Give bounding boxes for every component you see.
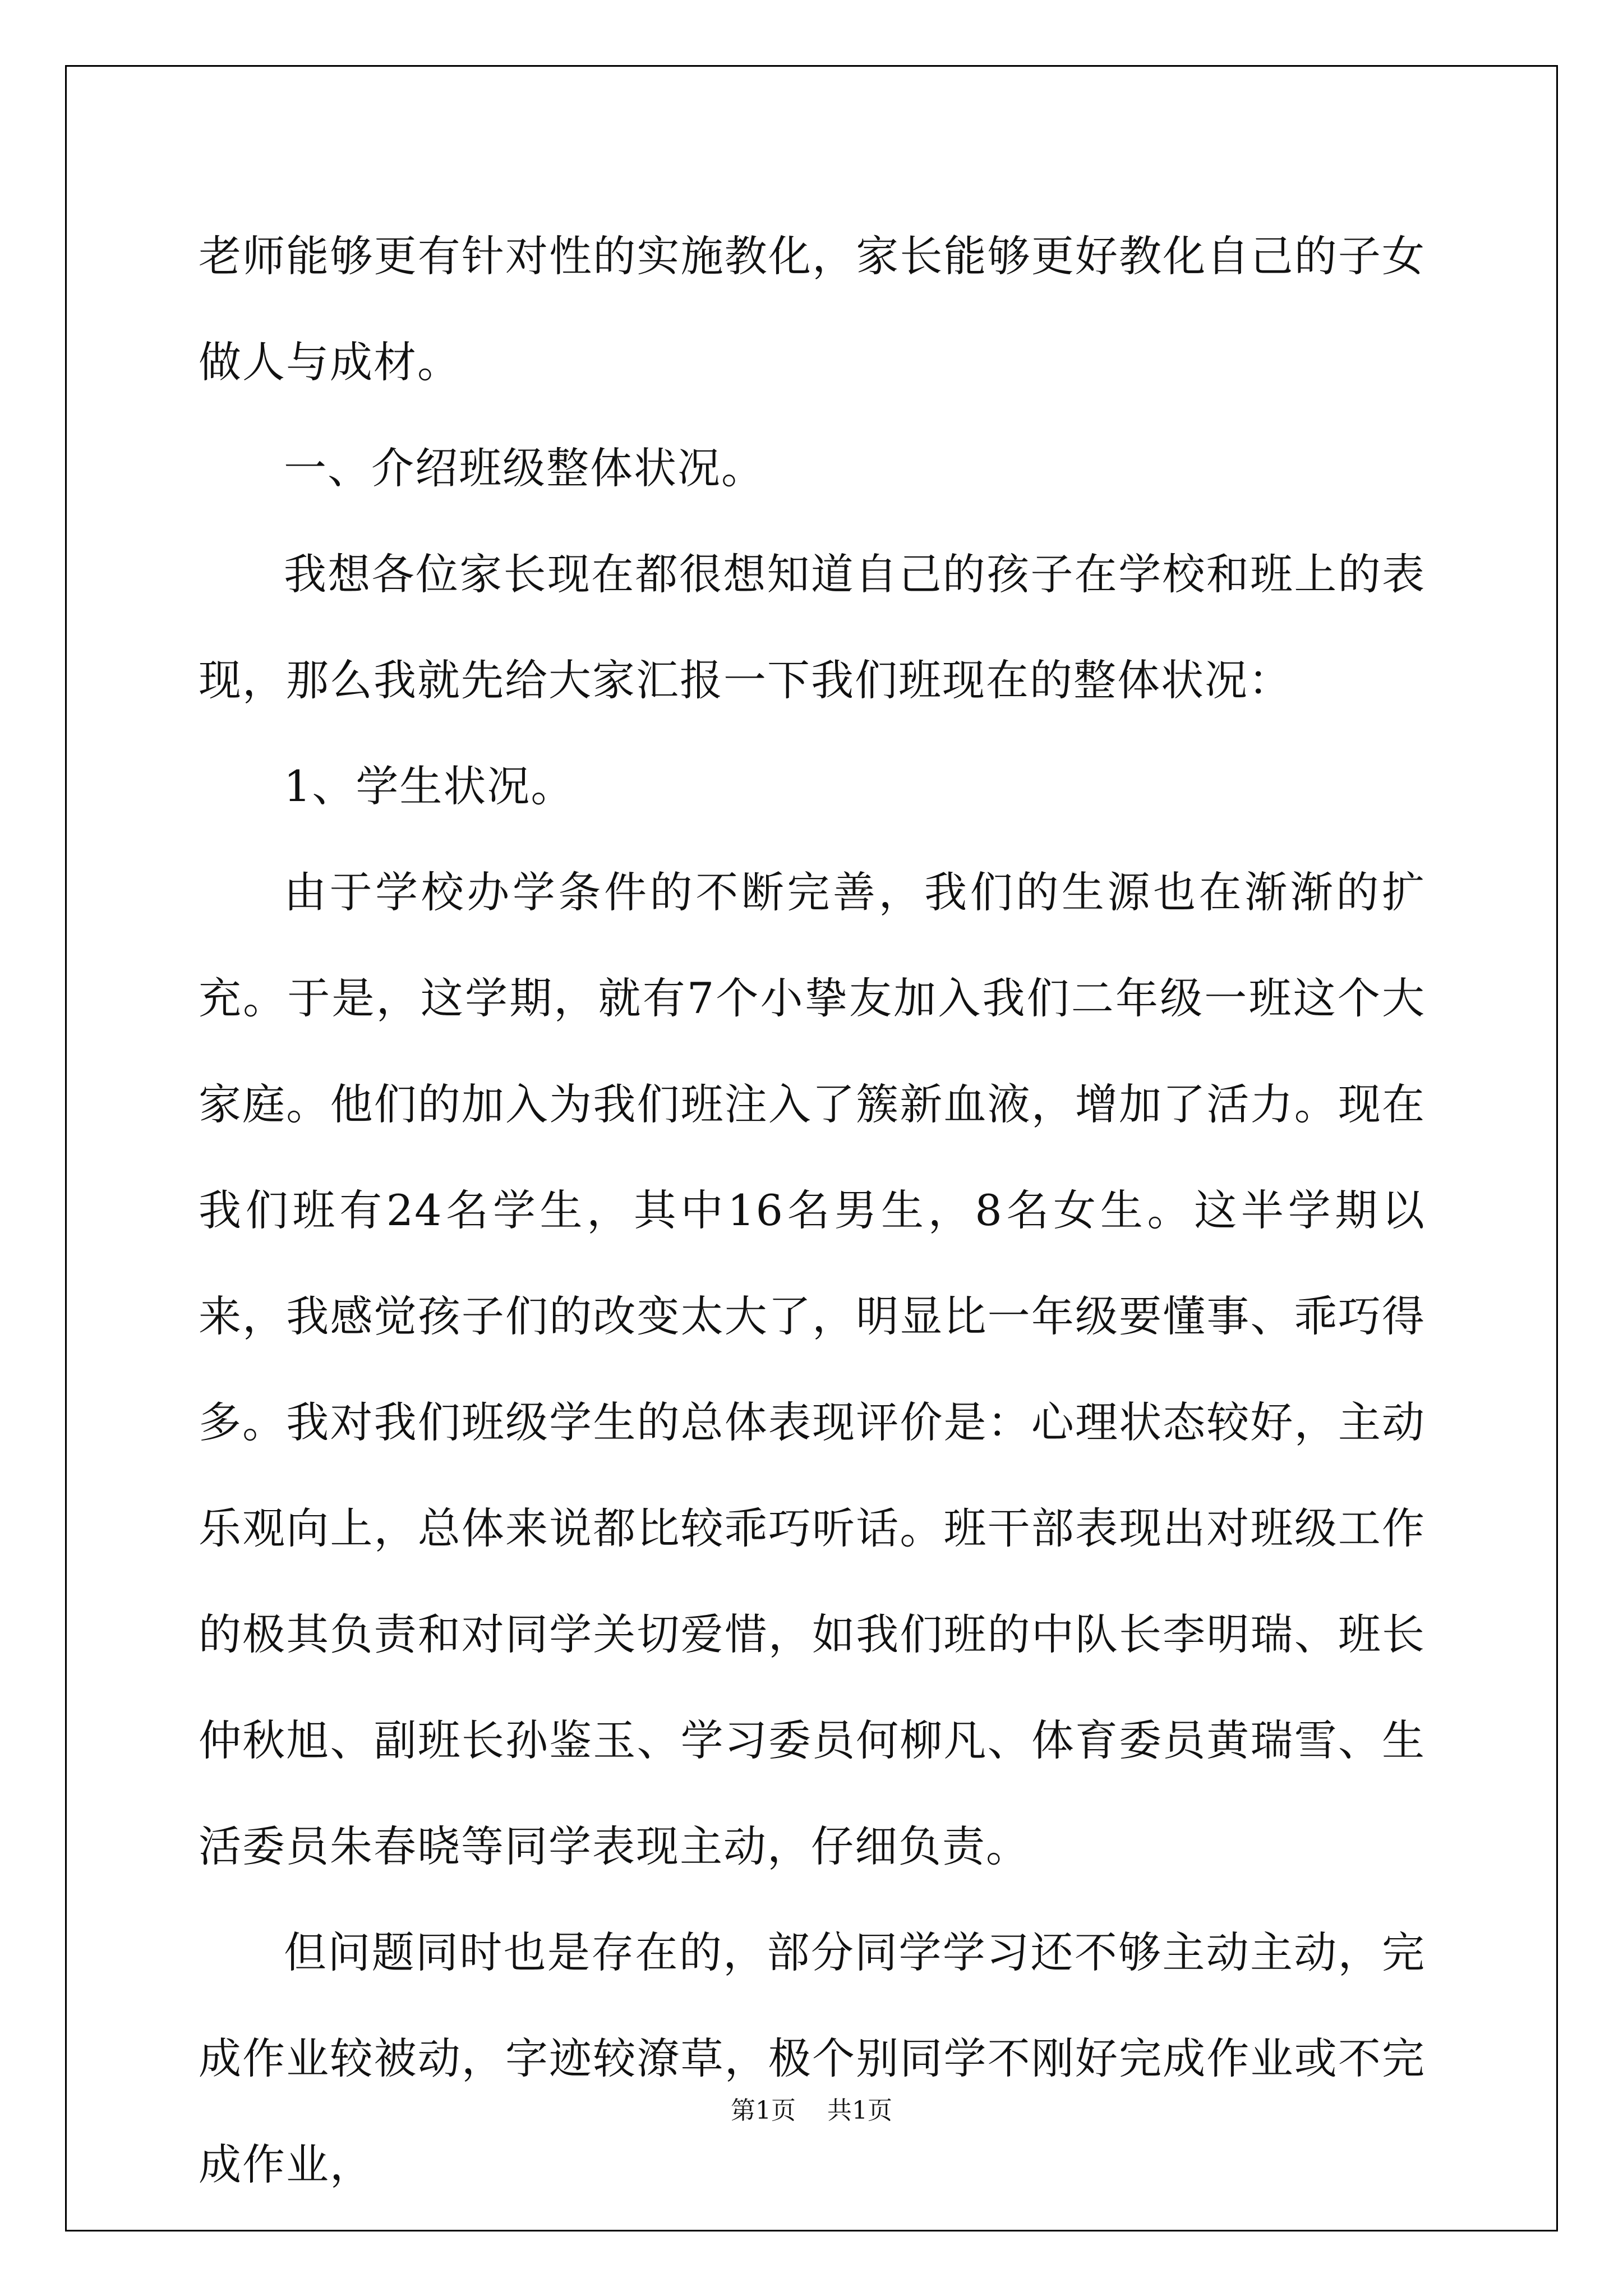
page-number-current: 第1页: [731, 2096, 796, 2125]
paragraph-student-status: 由于学校办学条件的不断完善，我们的生源也在渐渐的扩充。于是，这学期，就有7个小挚友加入我们二年级一班这个大家庭。他们的加入为我们班注入了簇新血液，增加了活力。现在我们班有24名学生，其中16名男生，8名女生。这半学期以来，我感觉孩子们的改变太大了，明显比一年级要懂事、乖巧得多。我对我们班级学生的总体表现评价是：心理状态较好，主动乐观向上，总体来说都比较乖巧听话。班干部表现出对班级工作的极其负责和对同学关切爱惜，如我们班的中队长李明瑞、班长仲秋旭、副班长孙鉴玉、学习委员何柳凡、体育委员黄瑞雪、生活委员朱春晓等同学表现主动，仔细负责。: [199, 867, 1426, 1871]
page-footer: [0, 2090, 1623, 2126]
paragraph-intro: 我想各位家长现在都很想知道自己的孩子在学校和班上的表现，那么我就先给大家汇报一下我们班现在的整体状况：: [199, 549, 1426, 705]
section-heading: 一、介绍班级整体状况。: [284, 443, 765, 493]
document-body: [199, 203, 1426, 2217]
page-number-total: 共1页: [827, 2096, 892, 2125]
subsection-heading: 1、学生状况。: [284, 761, 575, 811]
paragraph-problems: 但问题同时也是存在的，部分同学学习还不够主动主动，完成作业较被动，字迹较潦草，极个别同学不刚好完成作业或不完成作业，: [199, 1927, 1426, 2189]
paragraph-continuation: 老师能够更有针对性的实施教化，家长能够更好教化自己的子女做人与成材。: [199, 231, 1426, 387]
